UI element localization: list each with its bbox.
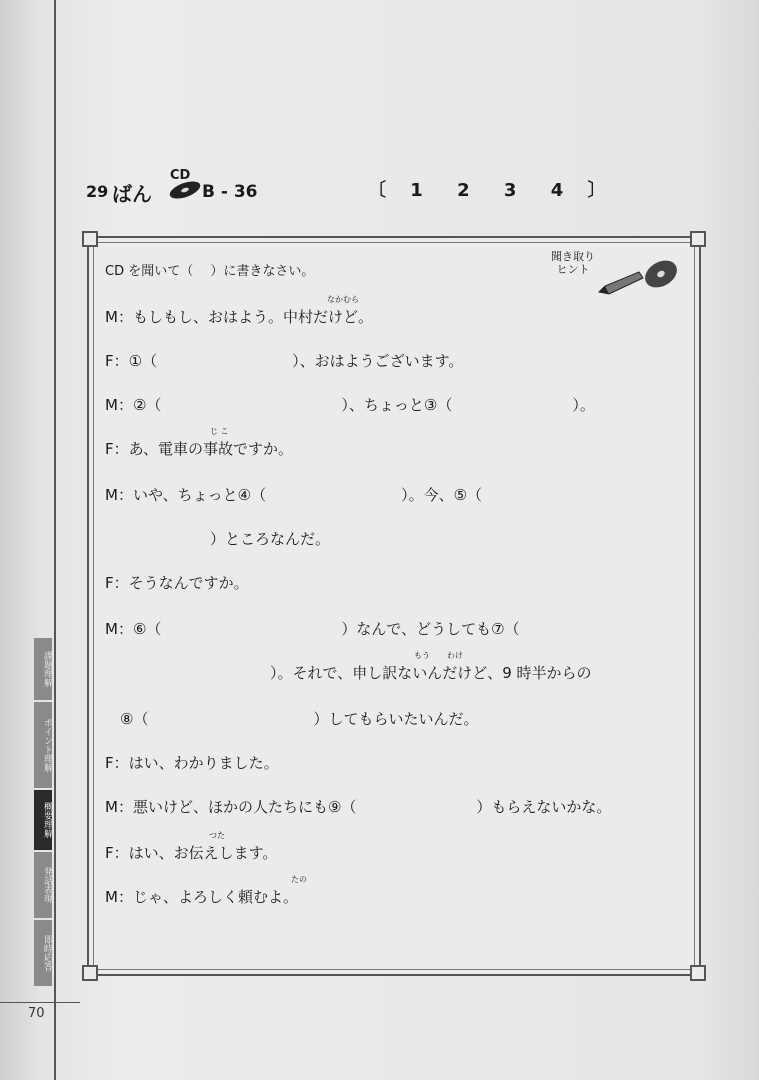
ban-label: ばん (112, 182, 152, 206)
cd-label: CD (170, 168, 191, 183)
hint-label: 聞き取り ヒント (551, 250, 595, 276)
listening-hint (551, 246, 681, 296)
side-tab-4: 発話表現 (34, 852, 52, 918)
furigana-mou: もう (414, 651, 430, 660)
side-tab-2: ポイント理解 (34, 702, 52, 788)
corner-ornament (82, 231, 98, 247)
dialogue-line-9: ）。それで、申し訳ないんだけど、9 時半からの (105, 664, 592, 682)
furigana-tano: たの (291, 875, 307, 884)
question-number: 29 (86, 182, 109, 201)
corner-ornament (690, 231, 706, 247)
side-tab-3: 概要理解 (34, 790, 52, 850)
furigana-nakamura: なかむら (327, 295, 359, 304)
dialogue-line-7: F：そうなんですか。 (105, 574, 249, 592)
dialogue-line-10: ⑧（ ）してもらいたいんだ。 (105, 710, 479, 728)
footer-rule (0, 1002, 80, 1003)
bracket-close: 〕 (587, 180, 608, 201)
option-1: 1 (410, 180, 425, 201)
dialogue-line-3: M：②（ ）、ちょっと③（ ）。 (105, 396, 595, 414)
dialogue-line-2: F：①（ ）、おはようございます。 (105, 352, 464, 370)
corner-ornament (82, 965, 98, 981)
page-number: 70 (28, 1006, 45, 1021)
track-number: B - 36 (202, 182, 258, 202)
dialogue-line-1: M：もしもし、おはよう。中村だけど。 (105, 308, 373, 326)
dialogue-line-6: ）ところなんだ。 (105, 530, 331, 548)
pencil-cd-icon (595, 256, 681, 296)
dialogue-line-11: F：はい、わかりました。 (105, 754, 279, 772)
dialogue-line-14: M：じゃ、よろしく頼むよ。 (105, 888, 298, 906)
side-tab-1: 課題理解 (34, 638, 52, 700)
dialogue-box (87, 236, 701, 976)
dialogue-line-13: F：はい、お伝えします。 (105, 844, 278, 862)
answer-options (368, 176, 608, 202)
bracket-open: 〔 (368, 180, 388, 201)
dialogue-line-5: M：いや、ちょっと④（ ）。今、⑤（ (105, 486, 483, 504)
instruction-text: CD を聞いて（ ）に書きなさい。 (105, 264, 315, 279)
dialogue-line-8: M：⑥（ ）なんで、どうしても⑦（ (105, 620, 520, 638)
side-tab-5: 即時応答 (34, 920, 52, 986)
dialogue-line-12: M：悪いけど、ほかの人たちにも⑨（ ）もらえないかな。 (105, 798, 612, 816)
question-header (86, 168, 686, 208)
dialogue-line-4: F：あ、電車の事故ですか。 (105, 440, 294, 458)
cd-disc-icon (168, 180, 202, 200)
furigana-wake: わけ (447, 651, 463, 660)
margin-line (54, 0, 56, 1080)
corner-ornament (690, 965, 706, 981)
furigana-tsuta: つた (209, 831, 225, 840)
furigana-jiko: じ こ (210, 427, 229, 436)
option-3: 3 (503, 180, 519, 201)
option-2: 2 (457, 180, 472, 201)
side-tabs (34, 638, 52, 988)
option-4: 4 (550, 180, 566, 201)
